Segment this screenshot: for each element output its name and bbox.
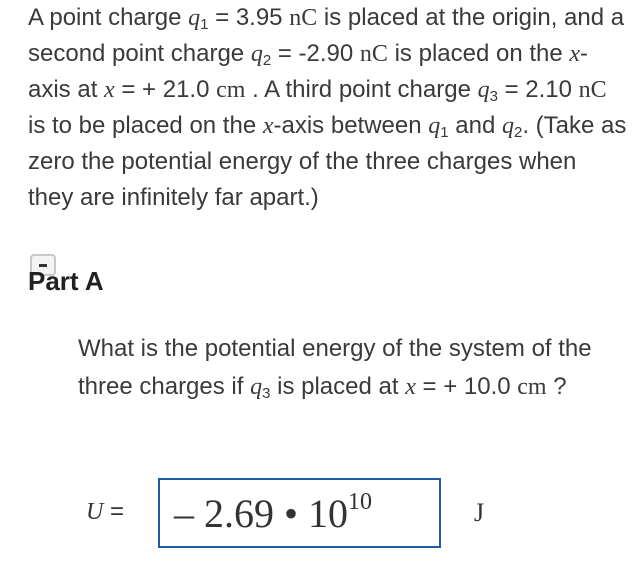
answer-equals: = <box>103 498 125 525</box>
problem-statement <box>28 0 628 216</box>
q3-subscript: 3 <box>489 88 498 105</box>
problem-text: A point charge <box>28 4 189 31</box>
part-title: Part A <box>28 266 104 296</box>
problem-text: . (Take as zero the potential energy of the three charges when they are infinitely far apart.) <box>28 112 627 211</box>
q2-subscript: 2 <box>513 124 523 141</box>
q3-symbol: q <box>250 374 263 400</box>
answer-mantissa: – 2.69 • 10 <box>174 491 349 536</box>
x-symbol: x <box>405 374 416 400</box>
answer-exponent: 10 <box>348 489 373 515</box>
q1-subscript: 1 <box>440 124 449 141</box>
q2-subscript: 2 <box>262 52 272 69</box>
question-text <box>78 330 623 406</box>
x-symbol: x <box>262 113 274 139</box>
problem-text: = + 21.0 <box>114 76 217 103</box>
q3-subscript: 3 <box>262 385 271 402</box>
problem-text: . A third point charge <box>245 76 478 103</box>
x-symbol: x <box>104 77 115 103</box>
q1-symbol: q <box>188 5 201 31</box>
question-text-segment: ? <box>546 373 567 400</box>
problem-text: -axis at <box>28 40 589 103</box>
unit-nc: nC <box>289 5 318 31</box>
q2-symbol: q <box>250 41 263 67</box>
answer-input[interactable] <box>158 478 441 548</box>
q1-symbol: q <box>428 113 441 139</box>
problem-text: = -2.90 <box>271 40 360 67</box>
problem-text: = 3.95 <box>208 4 290 31</box>
unit-cm: cm <box>517 374 547 400</box>
problem-text: = 2.10 <box>497 76 579 103</box>
problem-text: -axis between <box>273 112 429 139</box>
q1-subscript: 1 <box>200 16 209 33</box>
problem-text: is placed at the origin, and a second point charge <box>28 4 625 67</box>
answer-variable: U <box>86 499 104 525</box>
problem-text: and <box>448 112 502 139</box>
problem-text: is placed on the <box>387 40 570 67</box>
answer-value <box>174 490 372 537</box>
unit-cm: cm <box>216 77 246 103</box>
question-text-segment: = + 10.0 <box>415 373 518 400</box>
question-text-segment: What is the potential energy of the system of the three charges if <box>78 335 592 400</box>
q3-symbol: q <box>477 77 490 103</box>
q2-symbol: q <box>501 113 514 139</box>
question-text-segment: is placed at <box>270 373 406 400</box>
answer-label <box>86 498 124 526</box>
problem-text: is to be placed on the <box>28 112 263 139</box>
unit-nc: nC <box>578 77 607 103</box>
answer-unit: J <box>474 498 485 527</box>
unit-nc: nC <box>359 41 388 67</box>
x-symbol: x <box>569 41 581 67</box>
